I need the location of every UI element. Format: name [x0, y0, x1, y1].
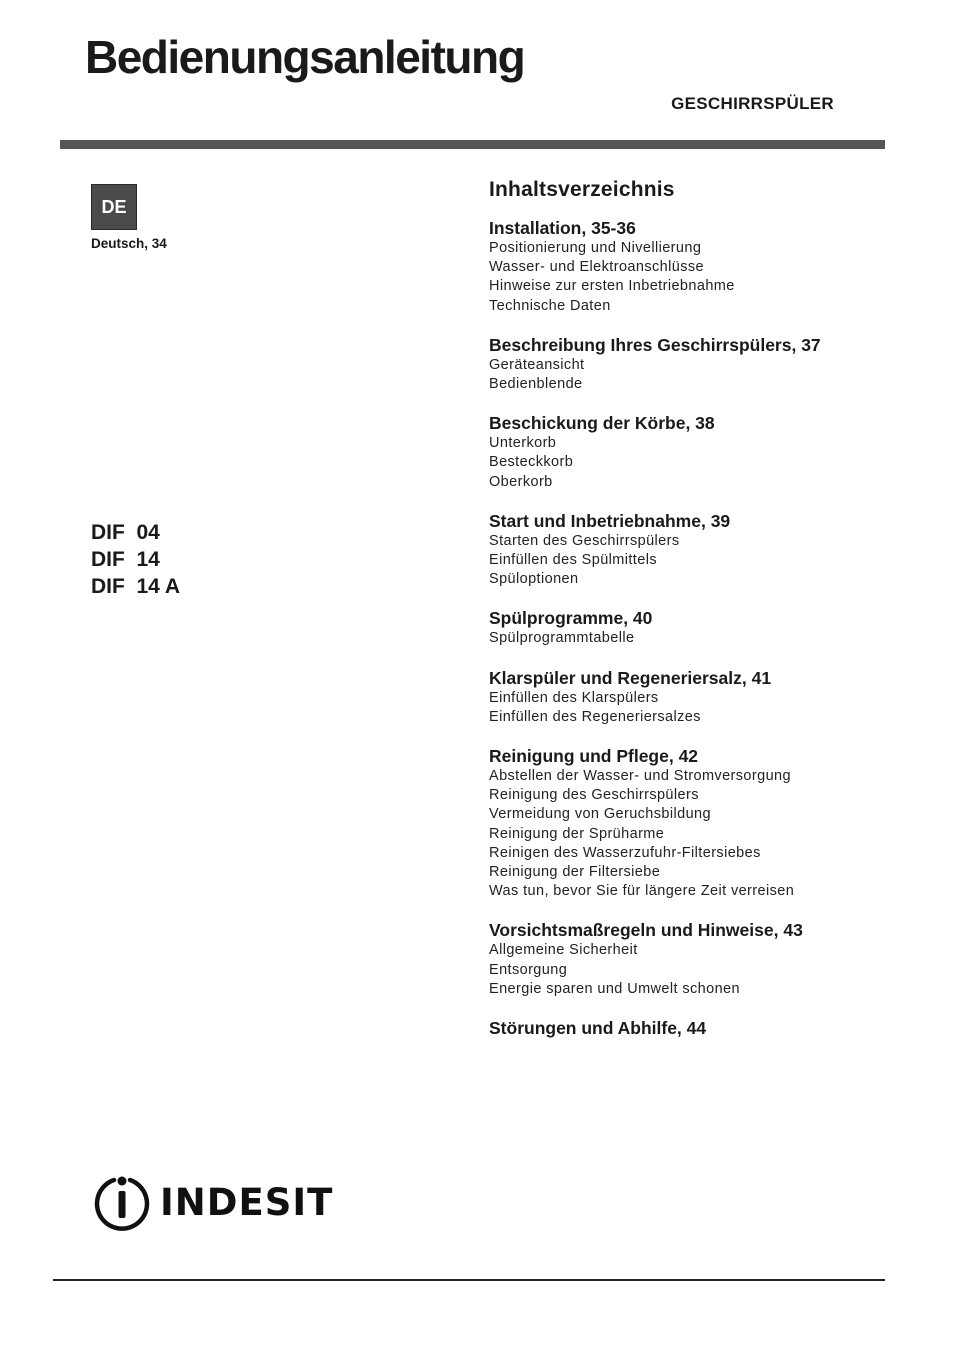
toc-subsection: Starten des Geschirrspülers — [489, 532, 680, 549]
toc-subsection: Reinigung der Sprüharme — [489, 825, 665, 842]
toc-section-title[interactable]: Beschickung der Körbe, 38 — [489, 413, 715, 434]
toc-section-title[interactable]: Beschreibung Ihres Geschirrspülers, 37 — [489, 334, 821, 355]
toc-subsection: Spülprogrammtabelle — [489, 630, 635, 647]
toc-section — [489, 335, 889, 394]
product-category: GESCHIRRSPÜLER — [671, 94, 834, 113]
toc-subsection: Bedienblende — [489, 376, 583, 393]
toc-section — [489, 511, 889, 590]
toc-section-title[interactable]: Reinigung und Pflege, 42 — [489, 746, 699, 767]
toc-section — [489, 608, 889, 648]
brand-logo — [92, 1172, 333, 1232]
toc-subsection: Energie sparen und Umwelt schonen — [489, 980, 740, 997]
toc-subsection: Was tun, bevor Sie für längere Zeit verreisen — [489, 883, 795, 900]
toc-subsection: Oberkorb — [489, 473, 553, 490]
toc-subsection: Besteckkorb — [489, 454, 574, 471]
model-number: DIF 14 A — [91, 575, 181, 598]
language-page-ref: Deutsch, 34 — [91, 236, 167, 251]
toc-subsection: Hinweise zur ersten Inbetriebnahme — [489, 278, 735, 295]
toc-subsection: Reinigen des Wasserzufuhr-Filtersiebes — [489, 844, 761, 861]
model-number: DIF 04 — [91, 521, 160, 544]
table-of-contents — [489, 178, 889, 1058]
document-title: Bedienungsanleitung — [85, 31, 525, 83]
toc-section-title[interactable]: Störungen und Abhilfe, 44 — [489, 1018, 707, 1039]
toc-section — [489, 1018, 889, 1039]
toc-sections — [489, 218, 889, 1039]
toc-section — [489, 746, 889, 901]
brand-name: INDESIT — [160, 1180, 334, 1224]
footer-divider — [53, 1279, 885, 1281]
toc-heading: Inhaltsverzeichnis — [489, 178, 675, 201]
indesit-i-logo-icon — [92, 1172, 152, 1232]
toc-section-title[interactable]: Installation, 35-36 — [489, 218, 636, 238]
header-divider — [60, 140, 885, 149]
toc-subsection: Wasser- und Elektroanschlüsse — [489, 259, 704, 276]
toc-subsection: Entsorgung — [489, 961, 568, 978]
toc-section-title[interactable]: Klarspüler und Regeneriersalz, 41 — [489, 667, 772, 688]
toc-subsection: Unterkorb — [489, 435, 557, 452]
toc-section-title[interactable]: Spülprogramme, 40 — [489, 608, 653, 629]
toc-subsection: Abstellen der Wasser- und Stromversorgung — [489, 768, 791, 785]
toc-subsection: Einfüllen des Spülmittels — [489, 552, 657, 569]
toc-subsection: Reinigung der Filtersiebe — [489, 864, 661, 881]
language-badge[interactable]: DE — [91, 184, 137, 230]
model-list — [91, 519, 180, 600]
toc-subsection: Allgemeine Sicherheit — [489, 942, 638, 959]
toc-subsection: Technische Daten — [489, 297, 611, 314]
toc-section — [489, 413, 889, 492]
toc-subsection: Einfüllen des Klarspülers — [489, 689, 659, 706]
toc-section-title[interactable]: Start und Inbetriebnahme, 39 — [489, 510, 731, 531]
toc-subsection: Einfüllen des Regeneriersalzes — [489, 708, 701, 725]
toc-section — [489, 668, 889, 727]
toc-section-title[interactable]: Vorsichtsmaßregeln und Hinweise, 43 — [489, 920, 803, 941]
toc-subsection: Reinigung des Geschirrspülers — [489, 787, 699, 804]
model-number: DIF 14 — [91, 548, 160, 571]
toc-subsection: Geräteansicht — [489, 356, 585, 373]
toc-subsection: Vermeidung von Geruchsbildung — [489, 806, 711, 823]
toc-subsection: Positionierung und Nivellierung — [489, 240, 702, 256]
toc-subsection: Spüloptionen — [489, 571, 579, 588]
toc-section — [489, 920, 889, 999]
toc-section — [489, 218, 889, 316]
